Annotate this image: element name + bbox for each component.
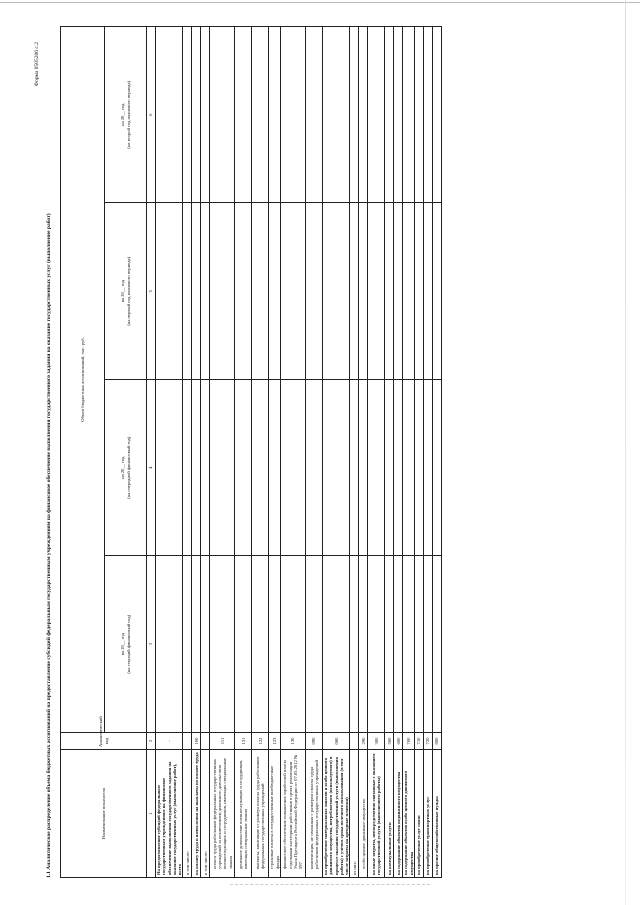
value-cell — [235, 27, 252, 204]
table-row — [403, 27, 415, 878]
value-cell — [201, 203, 210, 380]
form-code: Форма 0505206 с.2 — [34, 42, 40, 87]
column-number: 1 — [147, 750, 156, 878]
value-cell — [394, 380, 403, 557]
value-cell — [350, 556, 359, 733]
value-cell — [359, 380, 368, 557]
value-cell — [322, 556, 349, 733]
value-cell — [385, 27, 394, 204]
value-cell — [350, 27, 359, 204]
value-cell — [385, 380, 394, 557]
table-row — [394, 27, 403, 878]
value-cell — [280, 27, 305, 204]
value-cell — [414, 556, 423, 733]
row-name: на коммунальные услуги — [385, 750, 394, 878]
header-year-label: на 20__ год — [120, 633, 126, 656]
table-row — [252, 27, 269, 878]
row-code: - — [156, 733, 183, 750]
value-cell — [269, 556, 281, 733]
value-cell — [423, 203, 432, 380]
value-cell — [156, 27, 183, 204]
header-year-1 — [105, 556, 147, 733]
row-name: на содержание объектов особо ценного движимого имущества — [403, 750, 415, 878]
row-code: 290 — [359, 733, 368, 750]
value-cell — [403, 27, 415, 204]
header-year-label: на 20__ год — [120, 456, 126, 479]
row-code: 090 — [305, 733, 322, 750]
value-cell — [201, 556, 210, 733]
table-row — [350, 27, 359, 878]
header-code: Аналитический код — [61, 733, 147, 750]
table-row — [280, 27, 305, 878]
row-name: на иные затраты, непосредственно связанные с оказанием государственной услуги (выполнением работы) — [368, 750, 385, 878]
header-year-label: на 20__ год — [120, 280, 126, 303]
value-cell — [423, 27, 432, 204]
value-cell — [394, 27, 403, 204]
value-cell — [368, 203, 385, 380]
value-cell — [403, 203, 415, 380]
value-cell — [414, 380, 423, 557]
value-cell — [432, 556, 441, 733]
column-number: 6 — [147, 27, 156, 204]
value-cell — [235, 556, 252, 733]
value-cell — [210, 203, 235, 380]
value-cell — [394, 556, 403, 733]
value-cell — [252, 203, 269, 380]
scan-edge-top — [0, 2, 640, 3]
row-code: 710 — [414, 733, 423, 750]
row-name: на оплату труда и начисления на выплаты по оплате труда — [192, 750, 201, 878]
row-name: на приобретение услуг связи — [414, 750, 423, 878]
value-cell — [192, 203, 201, 380]
value-cell — [183, 203, 192, 380]
value-cell — [183, 380, 192, 557]
value-cell — [280, 380, 305, 557]
value-cell — [322, 203, 349, 380]
row-name: На предоставление субсидий федеральным государственным учреждениям на финансовое обеспечение выполнения государственного задания на оказание государственных услуг (выполнение работ), всего — [156, 750, 183, 878]
row-code: 111 — [210, 733, 235, 750]
table-row — [368, 27, 385, 878]
value-cell — [385, 203, 394, 380]
column-number: 5 — [147, 203, 156, 380]
header-year-sub: (на текущий финансовый год) — [125, 614, 131, 674]
value-cell — [432, 203, 441, 380]
row-code: 122 — [252, 733, 269, 750]
value-cell — [305, 27, 322, 204]
header-name: Наименование показателя — [61, 750, 147, 878]
value-cell — [269, 203, 281, 380]
value-cell — [235, 203, 252, 380]
value-cell — [280, 556, 305, 733]
table-row — [305, 27, 322, 878]
value-cell — [210, 27, 235, 204]
value-cell — [192, 380, 201, 557]
value-cell — [322, 27, 349, 204]
row-name: на прочие общехозяйственные нужды — [432, 750, 441, 878]
value-cell — [385, 556, 394, 733]
value-cell — [394, 203, 403, 380]
header-year-sub: (на очередной финансовый год) — [125, 436, 131, 499]
value-cell — [305, 203, 322, 380]
header-year-3 — [105, 203, 147, 380]
value-cell — [192, 27, 201, 204]
value-cell — [423, 380, 432, 557]
row-name: из них: — [350, 750, 359, 878]
value-cell — [359, 203, 368, 380]
value-cell — [359, 27, 368, 204]
value-cell — [280, 203, 305, 380]
table-row — [269, 27, 281, 878]
table-row — [414, 27, 423, 878]
row-name: на содержание объектов недвижимого имущества — [394, 750, 403, 878]
value-cell — [432, 27, 441, 204]
value-cell — [403, 556, 415, 733]
row-code: 130 — [280, 733, 305, 750]
value-cell — [210, 380, 235, 557]
value-cell — [350, 380, 359, 557]
rotated-page — [34, 26, 634, 878]
row-code: 123 — [269, 733, 281, 750]
value-cell — [368, 556, 385, 733]
value-cell — [156, 380, 183, 557]
row-name: на приобретение транспортных услуг — [423, 750, 432, 878]
value-cell — [183, 27, 192, 204]
column-number-row — [147, 27, 156, 878]
column-number: 2 — [147, 733, 156, 750]
row-code: 300 — [368, 733, 385, 750]
value-cell — [156, 556, 183, 733]
column-number: 3 — [147, 556, 156, 733]
table-row — [432, 27, 441, 878]
table-row — [156, 27, 183, 878]
header-group: Объем бюджетных ассигнований, тыс. руб. — [61, 27, 105, 733]
value-cell — [368, 380, 385, 557]
value-cell — [183, 556, 192, 733]
value-cell — [305, 556, 322, 733]
value-cell — [192, 556, 201, 733]
value-cell — [252, 27, 269, 204]
row-code: 131 — [235, 733, 252, 750]
row-name: денежное довольствие военнослужащих и сотрудников, имеющих специальные звания — [235, 750, 252, 878]
budget-table — [60, 26, 442, 878]
value-cell — [210, 556, 235, 733]
row-name: в том числе: — [183, 750, 192, 878]
row-code: 600 — [394, 733, 403, 750]
value-cell — [201, 27, 210, 204]
row-code: 500 — [385, 733, 394, 750]
row-code: 100 — [192, 733, 201, 750]
row-code: 700 — [403, 733, 415, 750]
header-year-sub: (на первый год планового периода) — [125, 256, 131, 326]
table-row — [423, 27, 432, 878]
table-row — [192, 27, 201, 878]
header-year-4 — [105, 27, 147, 204]
value-cell — [414, 203, 423, 380]
value-cell — [201, 380, 210, 557]
table-row — [322, 27, 349, 878]
row-name: финансовое обеспечение повышения заработной платы отдельным категориям работников в целях реализации Указа Президента Российской Федерации от 07.05.2012 № 597 — [280, 750, 305, 878]
table-row — [359, 27, 368, 878]
column-number: 4 — [147, 380, 156, 557]
header-year-label: на 20__ год — [120, 103, 126, 126]
value-cell — [322, 380, 349, 557]
table-row — [210, 27, 235, 878]
value-cell — [269, 27, 281, 204]
row-code — [201, 733, 210, 750]
value-cell — [359, 556, 368, 733]
row-name: оплата труда работников федеральных государственных учреждений за исключением денежного довольствия военнослужащих и сотрудников, имеющих специальные звания — [210, 750, 235, 878]
header-year-sub: (на второй год планового периода) — [125, 80, 131, 149]
row-name: в том числе: — [201, 750, 210, 878]
value-cell — [156, 203, 183, 380]
value-cell — [423, 556, 432, 733]
row-name: выплаты, зависящие от размера оплаты труда работников федеральных государственных учреждений — [252, 750, 269, 878]
value-cell — [235, 380, 252, 557]
value-cell — [403, 380, 415, 557]
value-cell — [252, 380, 269, 557]
scan-artifact-bottom — [230, 884, 430, 885]
value-cell — [368, 27, 385, 204]
value-cell — [269, 380, 281, 557]
row-name: особо ценное движимое имущество — [359, 750, 368, 878]
row-code: 720 — [423, 733, 432, 750]
value-cell — [350, 203, 359, 380]
value-cell — [432, 380, 441, 557]
row-name: страховые взносы в государственные внебюджетные фонды — [269, 750, 281, 878]
value-cell — [305, 380, 322, 557]
row-name: на приобретение материальных запасов и особо ценного движимого имущества, потребляемого (используемого) в процессе оказания государственной услуги (выполнения работы) с учетом срока полезного использования (в том числе затраты на арендные платежи) — [322, 750, 349, 878]
value-cell — [252, 556, 269, 733]
value-cell — [414, 27, 423, 204]
section-heading: 1.1 Аналитическое распределение объема бюджетных ассигнований на предоставление субсидий федеральным государственным учреждениям на финансовое обеспечение выполнения государственного задания на оказание государственных услуг (выполнение работ) — [46, 213, 52, 878]
table-row — [385, 27, 394, 878]
row-code — [183, 733, 192, 750]
row-code: 080 — [322, 733, 349, 750]
table-row — [201, 27, 210, 878]
header-year-2 — [105, 380, 147, 557]
row-name: компенсация, не связанная с размером оплаты труда работников федеральных государственных учреждений — [305, 750, 322, 878]
row-code: 800 — [432, 733, 441, 750]
table-row — [235, 27, 252, 878]
row-code — [350, 733, 359, 750]
table-row — [183, 27, 192, 878]
